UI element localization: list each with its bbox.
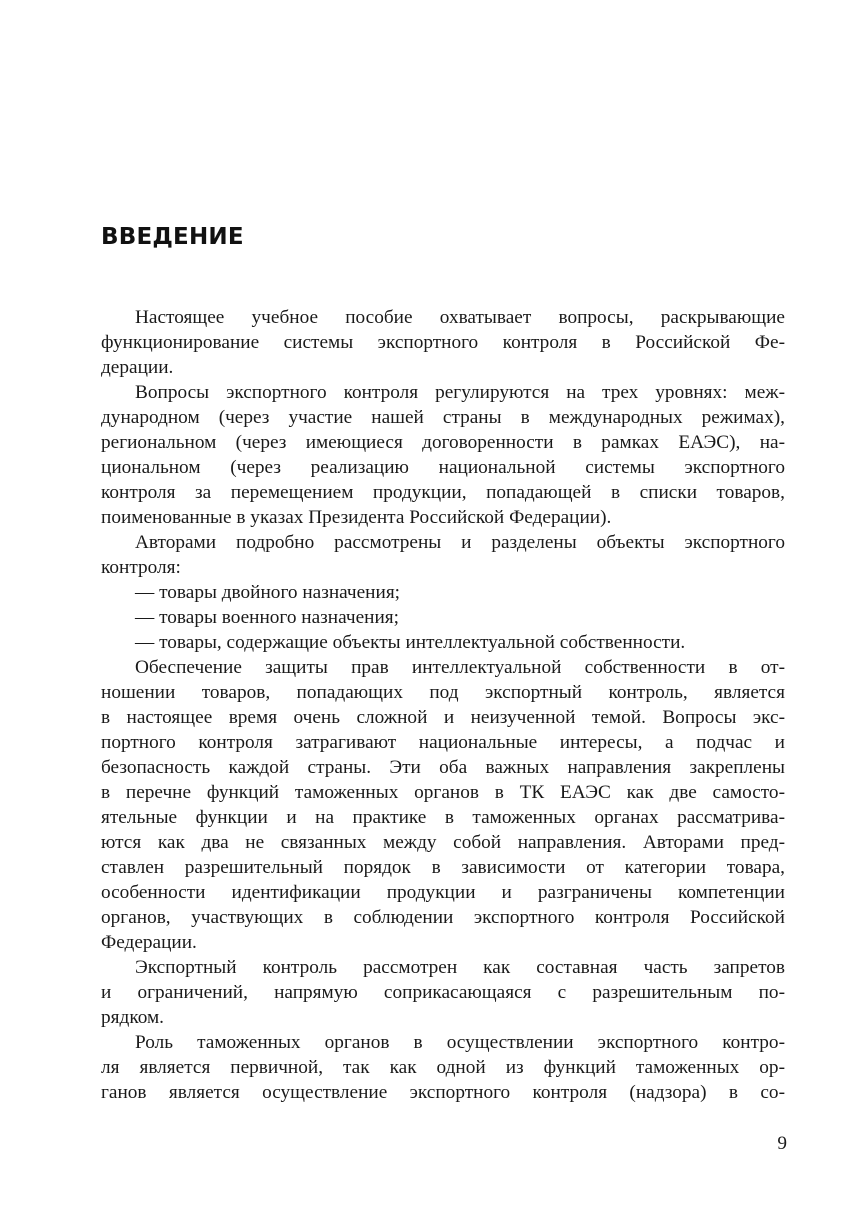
text-line: региональном (через имеющиеся договоренности в рамках ЕАЭС), на-: [101, 432, 785, 453]
text-line: Вопросы экспортного контроля регулируются на трех уровнях: меж-: [135, 382, 785, 403]
text-line: контроля:: [101, 557, 181, 578]
text-line: портного контроля затрагивают национальные интересы, а подчас и: [101, 732, 785, 753]
text-line: циональном (через реализацию национальной системы экспортного: [101, 457, 785, 478]
text-line: и ограничений, напрямую соприкасающаяся с разрешительным по-: [101, 982, 785, 1003]
text-line: функционирование системы экспортного контроля в Российской Фе-: [101, 332, 785, 353]
text-line: Федерации.: [101, 932, 197, 953]
text-line: ля является первичной, так как одной из функций таможенных ор-: [101, 1057, 785, 1078]
text-line: ношении товаров, попадающих под экспортный контроль, является: [101, 682, 785, 703]
list-item: — товары военного назначения;: [135, 607, 400, 628]
text-line: Обеспечение защиты прав интеллектуальной собственности в от-: [135, 657, 785, 678]
text-line: дународном (через участие нашей страны в международных режимах),: [101, 407, 785, 428]
text-line: ставлен разрешительный порядок в зависимости от категории товара,: [101, 857, 785, 878]
text-line: дерации.: [101, 357, 174, 378]
text-line: Авторами подробно рассмотрены и разделены объекты экспортного: [135, 532, 785, 553]
list-item: — товары, содержащие объекты интеллектуальной собственности.: [135, 632, 686, 653]
text-line: контроля за перемещением продукции, попадающей в списки товаров,: [101, 482, 785, 503]
page-number: 9: [777, 1133, 787, 1154]
body-text: [101, 305, 785, 1105]
text-line: органов, участвующих в соблюдении экспортного контроля Российской: [101, 907, 785, 928]
text-line: Экспортный контроль рассмотрен как составная часть запретов: [135, 957, 785, 978]
text-line: в настоящее время очень сложной и неизученной темой. Вопросы экс-: [101, 707, 785, 728]
text-line: ганов является осуществление экспортного контроля (надзора) в со-: [101, 1082, 785, 1103]
page-title: ВВЕДЕНИЕ: [101, 224, 244, 250]
text-line: безопасность каждой страны. Эти оба важных направления закреплены: [101, 757, 785, 778]
text-line: Роль таможенных органов в осуществлении экспортного контро-: [135, 1032, 785, 1053]
text-line: ются как два не связанных между собой направления. Авторами пред-: [101, 832, 785, 853]
text-line: в перечне функций таможенных органов в ТК ЕАЭС как две самосто-: [101, 782, 785, 803]
text-line: Настоящее учебное пособие охватывает вопросы, раскрывающие: [135, 307, 785, 328]
text-line: ятельные функции и на практике в таможенных органах рассматрива-: [101, 807, 785, 828]
list-item: — товары двойного назначения;: [135, 582, 401, 603]
text-line: поименованные в указах Президента Российской Федерации).: [101, 507, 612, 528]
text-line: особенности идентификации продукции и разграничены компетенции: [101, 882, 785, 903]
text-line: рядком.: [101, 1007, 165, 1028]
